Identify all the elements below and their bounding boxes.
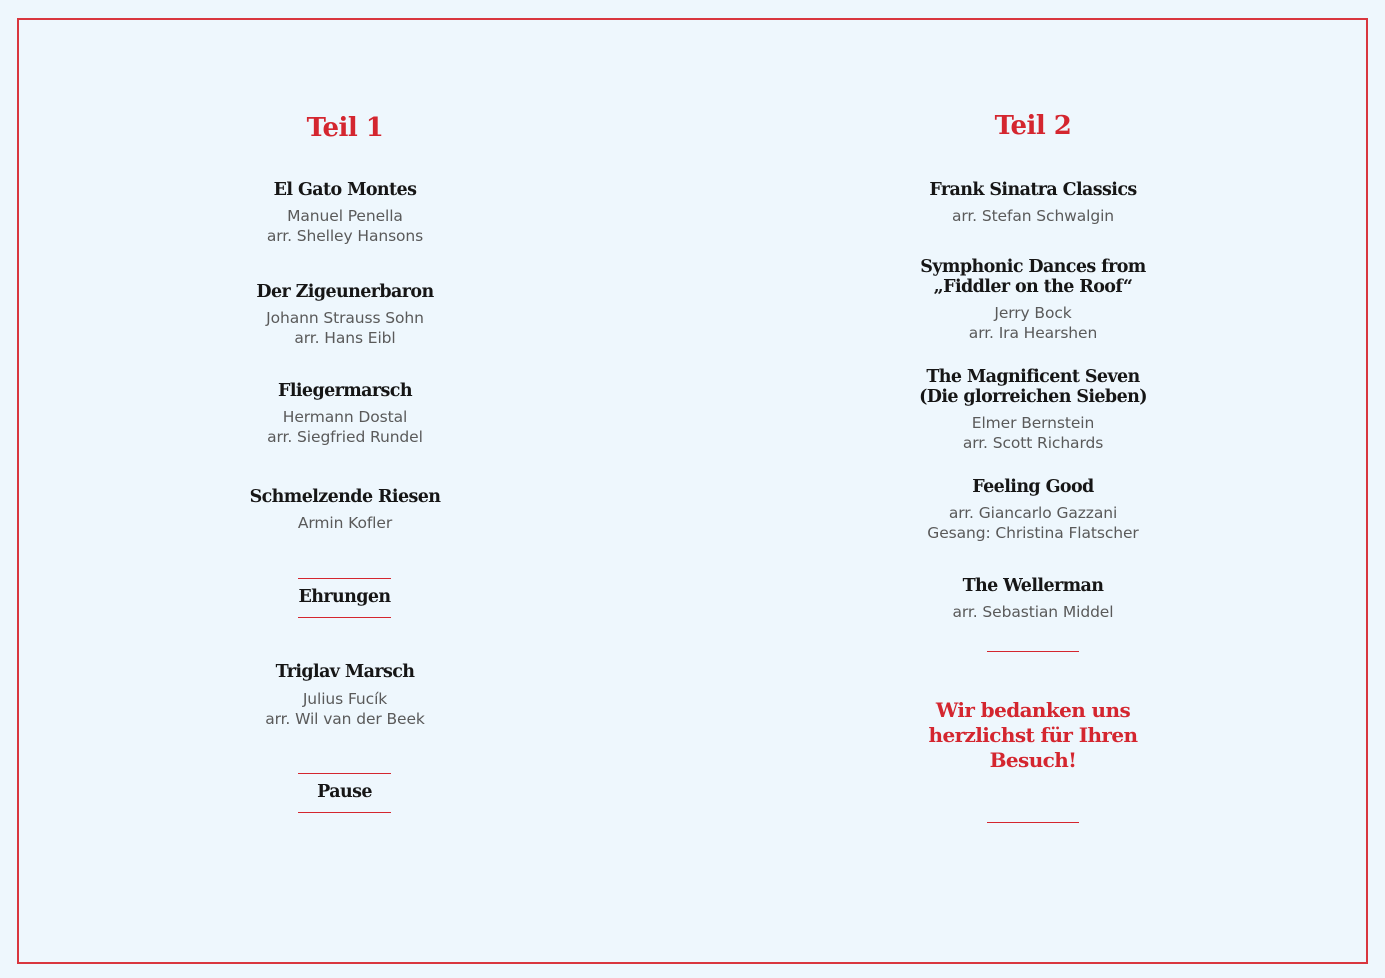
piece-title: Feeling Good [972, 477, 1094, 497]
divider-rule [987, 651, 1079, 652]
piece-composer: Johann Strauss Sohn [266, 309, 424, 327]
program-item [165, 381, 525, 447]
part-1-heading: Teil 1 [306, 113, 384, 143]
piece-composer: Julius Fucík [302, 690, 388, 708]
program-item [853, 576, 1213, 622]
piece-arranger: arr. Scott Richards [962, 434, 1104, 452]
piece-title: Schmelzende Riesen [249, 487, 441, 507]
part-2-heading: Teil 2 [994, 111, 1072, 141]
program-item [165, 662, 525, 729]
piece-title: Triglav Marsch [275, 662, 415, 682]
piece-title-line: Symphonic Dances from [920, 257, 1146, 277]
piece-arranger: arr. Ira Hearshen [968, 324, 1098, 342]
piece-composer: Elmer Bernstein [971, 414, 1095, 432]
piece-arranger: arr. Siegfried Rundel [267, 428, 423, 446]
piece-composer: Jerry Bock [994, 304, 1072, 322]
program-item [853, 257, 1213, 343]
piece-arranger: arr. Stefan Schwalgin [951, 207, 1115, 225]
piece-title: Frank Sinatra Classics [929, 180, 1137, 200]
piece-arranger: arr. Shelley Hansons [266, 227, 424, 245]
piece-arranger: arr. Hans Eibl [294, 329, 396, 347]
piece-composer: Hermann Dostal [282, 408, 408, 426]
thank-you-message [853, 698, 1213, 773]
piece-title-line: „Fiddler on the Roof“ [933, 277, 1133, 297]
thank-you-line: herzlichst für Ihren [928, 723, 1138, 747]
interlude-honors: Ehrungen [298, 578, 391, 618]
program-item [853, 477, 1213, 543]
piece-title: Fliegermarsch [278, 381, 412, 401]
thank-you-line: Wir bedanken uns [935, 698, 1131, 722]
piece-arranger: arr. Wil van der Beek [265, 710, 425, 728]
piece-title-line: (Die glorreichen Sieben) [919, 387, 1147, 407]
piece-title-line: The Magnificent Seven [926, 367, 1140, 387]
interlude-break: Pause [298, 773, 391, 813]
program-item [853, 367, 1213, 453]
piece-title: Der Zigeunerbaron [256, 282, 434, 302]
piece-title: The Wellerman [962, 576, 1104, 596]
divider-rule [987, 822, 1079, 823]
program-item [853, 180, 1213, 226]
thank-you-line: Besuch! [989, 748, 1077, 772]
piece-composer: Armin Kofler [297, 514, 393, 532]
piece-arranger: arr. Giancarlo Gazzani [948, 504, 1118, 522]
program-item [165, 282, 525, 348]
program-item [165, 487, 525, 533]
piece-vocalist: Gesang: Christina Flatscher [927, 524, 1139, 542]
piece-composer: Manuel Penella [287, 207, 403, 225]
program-item [165, 180, 525, 246]
piece-arranger: arr. Sebastian Middel [952, 603, 1114, 621]
piece-title: El Gato Montes [273, 180, 417, 200]
